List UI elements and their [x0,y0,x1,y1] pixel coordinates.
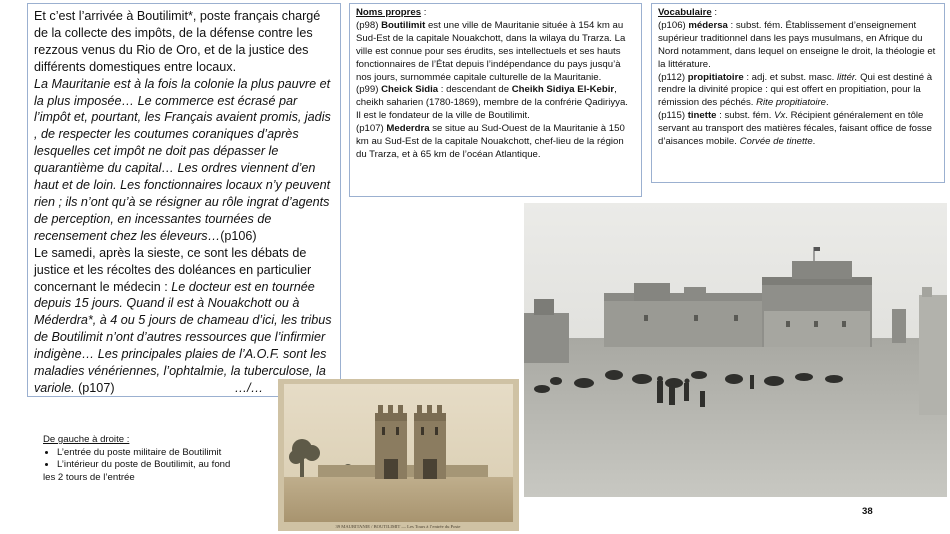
continuation-mark: …/… [234,380,264,395]
noms-entry-cheick-sidia: (p99) Cheick Sidia : descendant de Cheikh Sidiya El-Kebir, cheikh saharien (1780-1869), membre de la confrérie Qadiriyya. Il est le fondateur de la ville de Boutilimit. [356,84,628,122]
noms-propres-box [349,3,642,197]
quote-impots-text: La Mauritanie est à la fois la colonie la plus pauvre et la plus imposée… Le commerce est écrasé par l’impôt et, pourtant, les Français avaient promis, jadis , de respecter les coutumes coraniques d’après lesquelles cet impôt ne doit pas dépasser le quarantième du capital… Les ordres viennent d’en haut et de loin. Les fonctionnaires locaux n’y peuvent rien ; ils n’ont qu’à se résigner au rôle ingrat d’agents de perception, en incessantes tournées de recensement chez les éleveurs… [34,76,331,243]
caption-item-interieur: • L’intérieur du poste de Boutilimit, au fond [57,459,263,472]
caption-list [43,447,263,472]
samedi-text: Le samedi, après la sieste, ce sont les débats de justice et les récoltes des doléances en particulier concernant le médecin : [34,245,312,294]
fort-image [524,203,947,497]
samedi-paragraph [34,245,334,397]
postcard-caption: 39 MAURITANIE / BOUTILIMIT — Les Tours à l’entrée du Poste [335,524,461,529]
vocab-entry-propitiatoire: (p112) propitiatoire : adj. et subst. masc. littér. Qui est destiné à rendre la divinité propice : qui est offert en propitiation, pour la rémission des péchés. Rite propitiatoire. [658,71,933,109]
vocab-entry-medersa: (p106) médersa : subst. fém. Établissement d’enseignement supérieur traditionnel dans les pays musulmans, en Afrique du Nord notamment, dans lequel on enseigne le droit, la théologie et la littérature. [658,19,936,70]
page-number: 38 [862,506,873,517]
vocab-title: Vocabulaire : [658,7,718,18]
noms-entry-boutilimit: (p98) Boutilimit est une ville de Mauritanie située à 154 km au Sud-Est de la capitale Nouakchott, dans la wilaya du Trarza. La ville est connue pour ses érudits, ses intellectuels et ses hauts fonctionnaires de l’État depuis l’indépendance du pays jusqu’à nos jours, surnommée capitale culturelle de la Mauritanie. [356,19,626,83]
noms-entry-mederdra: (p107) Mederdra se situe au Sud-Ouest de la Mauritanie à 150 km au Sud-Est de la capitale Nouakchott, chef-lieu de la région du Trarza, et à 65 km de l’océan Atlantique. [356,123,625,160]
caption-title: De gauche à droite : [43,434,130,445]
noms-title: Noms propres : [356,7,427,18]
caption-item-entree: • L’entrée du poste militaire de Boutilimit [57,447,263,460]
quote-impots-ref: (p106) [220,228,257,243]
intro-paragraph: Et c’est l’arrivée à Boutilimit*, poste français chargé de la collecte des impôts, de la défense contre les rezzous venus du Rio de Oro, et de la justice des différents domestiques entre locaux. [34,9,321,74]
quote-docteur-ref: (p107) [74,380,115,395]
main-text-box [27,3,341,397]
vocab-entry-tinette: (p115) tinette : subst. fém. Vx. Récipient généralement en tôle servant au transport des matières fécales, faisant office de fosse d’aisances mobile. Corvée de tinette. [658,110,932,148]
photo-caption [43,434,263,484]
photo-entree-poste [278,379,519,531]
quote-impots [34,76,334,245]
caption-item-continuation: les 2 tours de l’entrée [43,471,135,483]
vocabulaire-box [651,3,945,183]
postcard-image [278,379,519,531]
quote-docteur: Le docteur est en tournée depuis 15 jours. Quand il est à Nouakchott ou à Méderdra*, à 4 ou 5 jours de chameau d’ici, les tribus de Boutilimit n’ont d’autres ressources que l’infirmier indigène… Les principales plaies de l’A.O.F. sont les maladies vénériennes, l’ophtalmie, la tuberculose, la variole. [34,279,332,395]
photo-interieur-poste [524,203,947,497]
